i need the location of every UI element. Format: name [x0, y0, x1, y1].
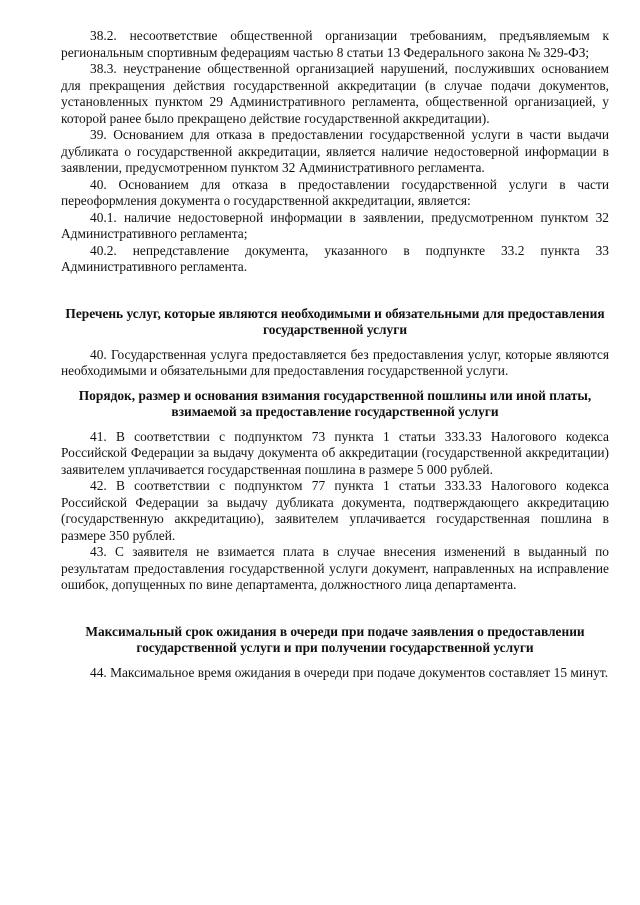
section-required-services	[61, 347, 609, 380]
section-heading: Максимальный срок ожидания в очереди при подаче заявления о предоставлении государственной услуги и при получении государственной услуги	[85, 623, 585, 655]
paragraph: 39. Основанием для отказа в предоставлении государственной услуги в части выдачи дубликата о государственной аккредитации, является наличие недостоверной информации в заявлении, предусмотренном пунктом 32 Административного регламента.	[61, 127, 609, 175]
section-grounds-refusal	[61, 28, 609, 276]
section-state-fee	[61, 429, 609, 594]
paragraph: 38.2. несоответствие общественной организации требованиям, предъявляемым к региональным спортивным федерациям частью 8 статьи 13 Федерального закона № 329-ФЗ;	[61, 28, 609, 60]
paragraph: 43. С заявителя не взимается плата в случае внесения изменений в выданный по результатам предоставления государственной услуги документ, направленных на исправление ошибок, допущенных по вине департамента, должностного лица департамента.	[61, 544, 609, 592]
paragraph: 40.1. наличие недостоверной информации в заявлении, предусмотренном пунктом 32 Административного регламента;	[61, 209, 609, 241]
paragraph: 42. В соответствии с подпунктом 77 пункта 1 статьи 333.33 Налогового кодекса Российской Федерации за выдачу дубликата документа, подтверждающего аккредитацию (государственную аккредитацию), заявителем уплачивается государственная пошлина в размере 350 рублей.	[61, 478, 609, 543]
paragraph: 40.2. непредставление документа, указанного в подпункте 33.2 пункта 33 Административного регламента.	[61, 242, 609, 274]
paragraph: 44. Максимальное время ожидания в очереди при подаче документов составляет 15 минут.	[90, 664, 609, 680]
paragraph: 41. В соответствии с подпунктом 73 пункта 1 статьи 333.33 Налогового кодекса Российской Федерации за выдачу документа об аккредитации (государственной аккредитации) заявителем уплачивается государственная пошлина в размере 5 000 рублей.	[61, 428, 609, 477]
paragraph: 38.3. неустранение общественной организацией нарушений, послуживших основанием для прекращения действия государственной аккредитации (в случае подачи документов, установленных пунктом 29 Административного регламента, общественной организацией, у которой ранее было прекращено действие государственной аккредитации).	[61, 61, 609, 126]
section-waiting-time	[61, 665, 609, 682]
paragraph: 40. Государственная услуга предоставляется без предоставления услуг, которые являются необходимыми и обязательными для предоставления государственной услуги.	[61, 346, 609, 378]
paragraph: 40. Основанием для отказа в предоставлении государственной услуги в части переоформления документа о государственной аккредитации, является:	[61, 176, 609, 208]
section-heading: Порядок, размер и основания взимания государственной пошлины или иной платы, взимаемой за предоставление государственной услуги	[78, 387, 592, 419]
section-heading: Перечень услуг, которые являются необходимыми и обязательными для предоставления государственной услуги	[65, 305, 605, 337]
